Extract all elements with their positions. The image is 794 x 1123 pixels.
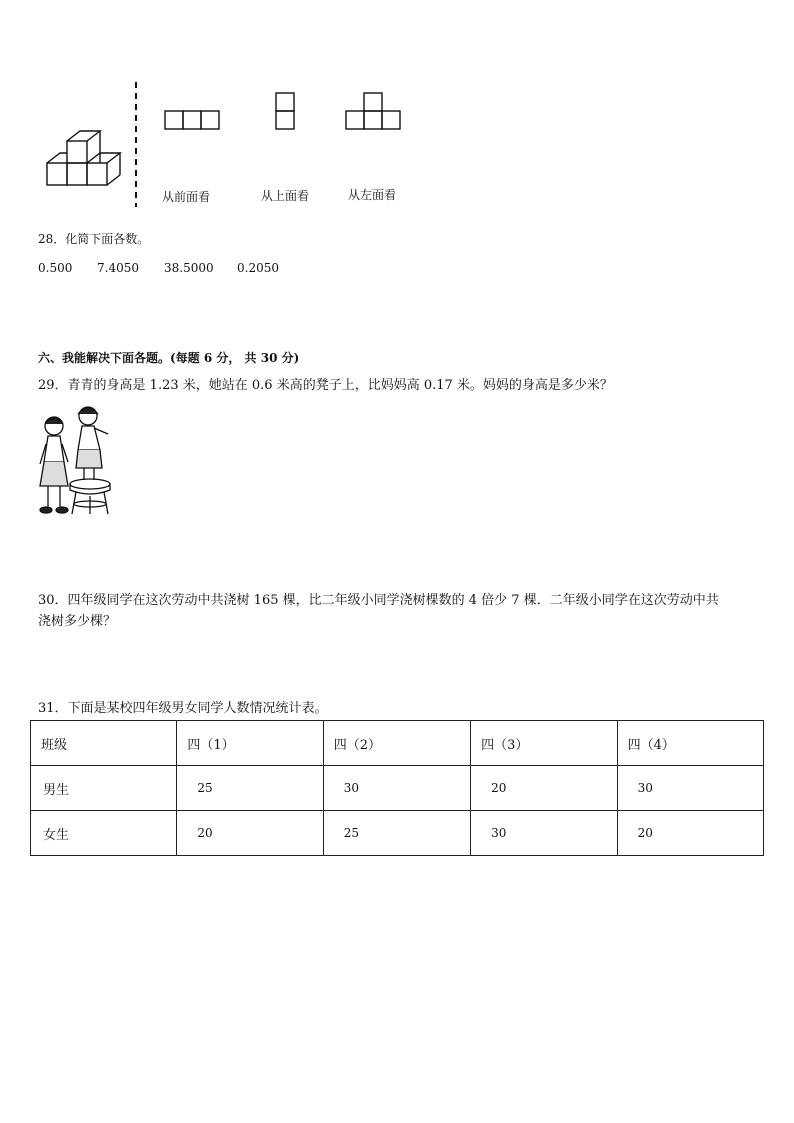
table-cell: 20: [177, 811, 323, 856]
top-view-label: 从上面看: [261, 189, 310, 203]
top-view-figure: [275, 92, 297, 132]
table-header-row: [31, 721, 764, 766]
stats-table: [30, 720, 764, 856]
front-view-label: 从前面看: [162, 190, 211, 204]
number-item: 38.5000: [164, 261, 214, 275]
table-cell: 30: [323, 766, 470, 811]
question-30-line-2: 浇树多少棵？: [38, 614, 117, 629]
table-row: [31, 766, 764, 811]
dashed-divider: [134, 82, 138, 207]
question-29-text: 29．青青的身高是 1.23 米，她站在 0.6 米高的凳子上，比妈妈高 0.17 米。妈妈的身高是多少米？: [38, 378, 613, 393]
header-cell: 四（2）: [323, 721, 470, 766]
girls-on-stool-illustration: [36, 404, 136, 516]
table-cell: 20: [617, 811, 763, 856]
question-28-prompt: 28．化简下面各数。: [38, 232, 150, 246]
number-item: 0.500: [38, 261, 73, 275]
front-view-figure: [164, 110, 224, 132]
table-row: [31, 811, 764, 856]
cube-stack-figure: [40, 125, 170, 195]
number-item: 7.4050: [97, 261, 139, 275]
left-view-label: 从左面看: [348, 188, 397, 202]
table-cell: 25: [323, 811, 470, 856]
row-label: 女生: [31, 811, 177, 856]
table-cell: 30: [471, 811, 617, 856]
section-6-heading: 六、我能解决下面各题。(每题 6 分， 共 30 分): [38, 351, 300, 365]
header-cell: 四（4）: [617, 721, 763, 766]
header-cell: 四（1）: [177, 721, 323, 766]
table-cell: 20: [471, 766, 617, 811]
header-cell: 班级: [31, 721, 177, 766]
question-31-prompt: 31．下面是某校四年级男女同学人数情况统计表。: [38, 701, 328, 716]
row-label: 男生: [31, 766, 177, 811]
table-cell: 30: [617, 766, 763, 811]
table-cell: 25: [177, 766, 323, 811]
question-30-line-1: 30．四年级同学在这次劳动中共浇树 165 棵，比二年级小同学浇树棵数的 4 倍少 7 棵．二年级小同学在这次劳动中共: [38, 593, 719, 608]
number-item: 0.2050: [237, 261, 279, 275]
left-view-figure: [346, 92, 406, 132]
header-cell: 四（3）: [471, 721, 617, 766]
